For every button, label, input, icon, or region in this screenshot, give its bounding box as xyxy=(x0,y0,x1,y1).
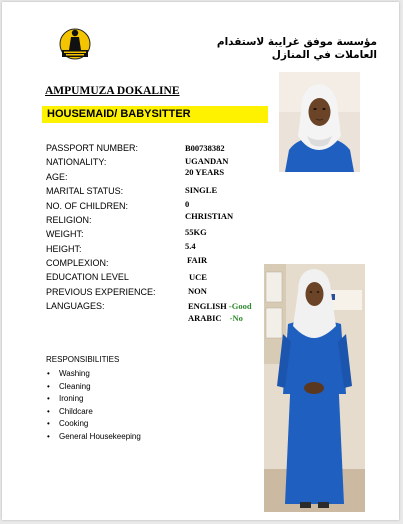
bullet-icon: • xyxy=(47,431,50,441)
language-english-level: -Good xyxy=(228,301,252,311)
value-complexion: FAIR xyxy=(187,255,208,265)
label-height: HEIGHT: xyxy=(46,244,82,254)
bullet-icon: • xyxy=(47,381,50,391)
candidate-name: AMPUMUZA DOKALINE xyxy=(45,85,180,97)
value-passport: B00738382 xyxy=(185,143,225,153)
label-experience: PREVIOUS EXPERIENCE: xyxy=(46,287,156,297)
language-arabic xyxy=(188,313,243,323)
headshot-photo xyxy=(279,72,360,172)
label-passport: PASSPORT NUMBER: xyxy=(46,143,139,153)
label-religion: RELIGION: xyxy=(46,215,92,225)
label-languages: LANGUAGES: xyxy=(46,301,105,311)
candidate-role: HOUSEMAID/ BABYSITTER xyxy=(47,108,191,120)
label-education: EDUCATION LEVEL xyxy=(46,272,129,282)
language-arabic-level: -No xyxy=(229,313,243,323)
value-experience: NON xyxy=(188,286,207,296)
list-item: • Ironing xyxy=(46,393,141,406)
bullet-icon: • xyxy=(47,394,50,403)
value-nationality: UGANDAN xyxy=(185,156,229,166)
language-english xyxy=(188,301,252,311)
list-item: • Cleaning xyxy=(46,381,141,394)
list-item: • Washing xyxy=(46,368,141,381)
bullet-icon: • xyxy=(47,369,50,378)
language-arabic-name: ARABIC xyxy=(188,313,222,323)
value-weight: 55KG xyxy=(185,227,207,237)
label-complexion: COMPLEXION: xyxy=(46,258,109,268)
label-marital-status: MARITAL STATUS: xyxy=(46,186,124,196)
responsibilities-list xyxy=(46,368,141,443)
list-item: • Cooking xyxy=(46,418,141,431)
label-nationality: NATIONALITY: xyxy=(46,157,107,167)
label-age: AGE: xyxy=(46,172,68,182)
value-marital-status: SINGLE xyxy=(185,185,218,195)
value-children: 0 xyxy=(185,199,190,209)
value-height: 5.4 xyxy=(185,241,196,251)
responsibilities-title: RESPONSIBILITIES xyxy=(46,355,120,364)
bullet-icon: • xyxy=(47,406,50,416)
list-item: • General Housekeeping xyxy=(46,431,141,444)
label-weight: WEIGHT: xyxy=(46,229,84,239)
list-item: • Childcare xyxy=(46,406,141,419)
agency-arabic-title: مؤسسة موفق غرايبة لاستقدام العاملات في المنازل xyxy=(216,36,377,61)
bullet-icon: • xyxy=(47,419,50,428)
agency-logo-icon xyxy=(58,20,92,68)
value-age: 20 YEARS xyxy=(185,167,225,177)
language-english-name: ENGLISH xyxy=(188,301,227,311)
label-children: NO. OF CHILDREN: xyxy=(46,201,129,211)
full-body-photo xyxy=(264,264,365,512)
value-education: UCE xyxy=(189,272,207,282)
cv-page xyxy=(2,2,399,520)
value-religion: CHRISTIAN xyxy=(185,211,234,221)
